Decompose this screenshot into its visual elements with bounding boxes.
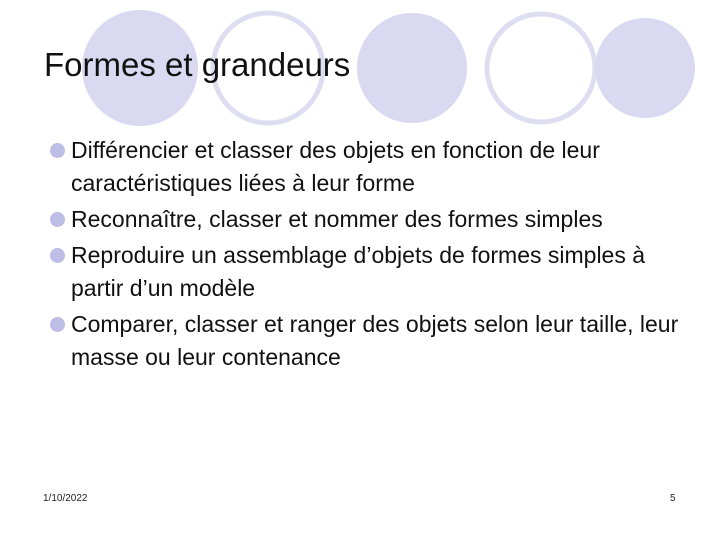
slide-title: Formes et grandeurs xyxy=(44,46,351,83)
bullet-dot-icon xyxy=(50,212,65,227)
bullet-item xyxy=(50,203,680,236)
bullet-item xyxy=(50,308,680,374)
bullet-dot-icon xyxy=(50,248,65,263)
page-number: 5 xyxy=(670,493,676,504)
circle-decoration xyxy=(595,18,695,118)
bullet-dot-icon xyxy=(50,143,65,158)
bullet-text: Reconnaître, classer et nommer des formes simples xyxy=(71,206,603,232)
bullet-item xyxy=(50,134,680,200)
bullet-text: Différencier et classer des objets en fonction de leur caractéristiques liées à leur forme xyxy=(71,137,600,196)
bullet-dot-icon xyxy=(50,317,65,332)
circle-decoration xyxy=(487,14,595,122)
footer-date: 1/10/2022 xyxy=(43,493,88,504)
circle-decoration xyxy=(357,13,467,123)
bullet-text: Comparer, classer et ranger des objets selon leur taille, leur masse ou leur contenance xyxy=(71,311,679,370)
bullet-text: Reproduire un assemblage d’objets de formes simples à partir d’un modèle xyxy=(71,242,646,301)
bullet-list xyxy=(50,134,680,377)
bullet-item xyxy=(50,239,680,305)
